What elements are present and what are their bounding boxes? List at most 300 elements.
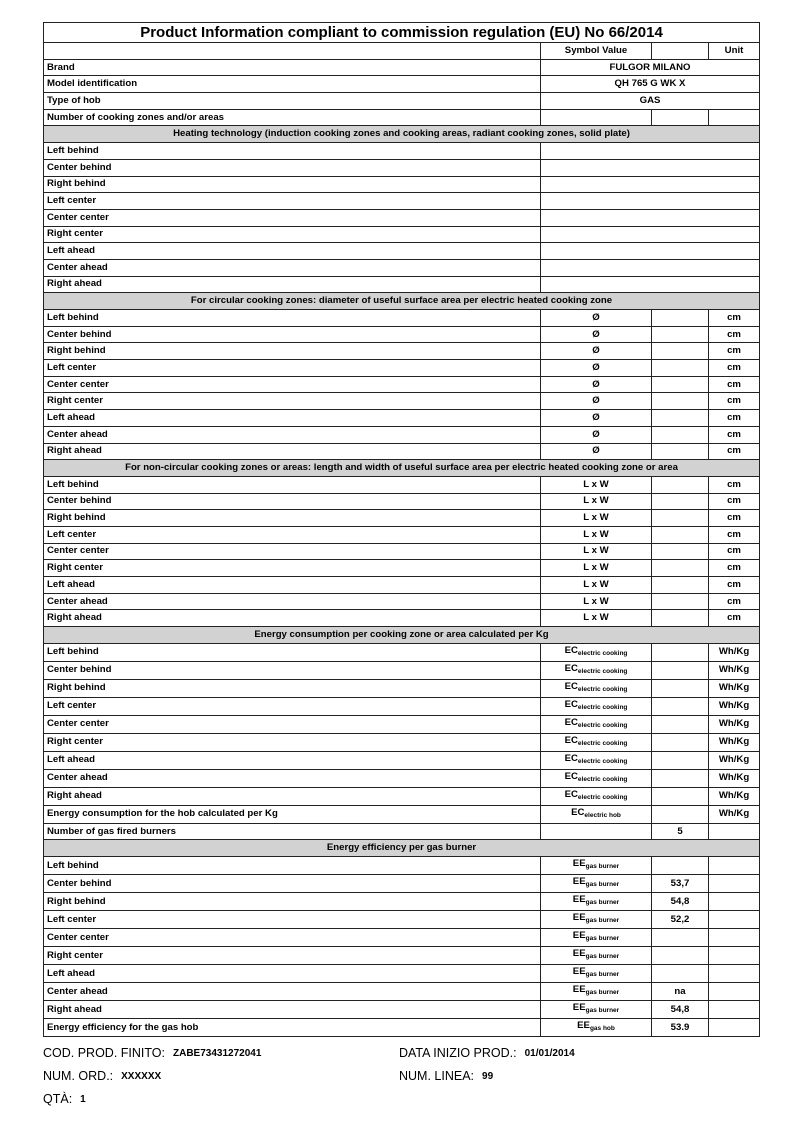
row-label: Right ahead <box>44 443 541 460</box>
row-label: Left center <box>44 360 541 377</box>
symbol-cell <box>541 1019 652 1037</box>
row-label: Left center <box>44 193 541 210</box>
energy-row <box>44 679 760 697</box>
value-cell <box>652 109 709 126</box>
value-cell: 52,2 <box>652 911 709 929</box>
symbol-cell: Ø <box>541 326 652 343</box>
num-linea-value: 99 <box>482 1071 494 1082</box>
noncircular-row <box>44 493 760 510</box>
row-value <box>541 259 760 276</box>
efficiency-row <box>44 929 760 947</box>
symbol-cell <box>541 679 652 697</box>
energy-row <box>44 643 760 661</box>
energy-row <box>44 805 760 823</box>
heating-row <box>44 193 760 210</box>
noncircular-row <box>44 593 760 610</box>
value-cell <box>652 643 709 661</box>
value-cell <box>652 543 709 560</box>
symbol-subscript: electric cooking <box>577 793 628 801</box>
heating-row <box>44 243 760 260</box>
value-header-cell <box>652 43 709 60</box>
section-title: For non-circular cooking zones or areas: length and width of useful surface area per electric heated cooking zone or area <box>44 460 760 477</box>
qta-label: QTÀ: <box>43 1092 73 1106</box>
value-cell <box>652 805 709 823</box>
symbol-text: EC <box>564 644 578 656</box>
cod-prod-label: COD. PROD. FINITO: <box>43 1046 165 1060</box>
unit-cell <box>709 929 760 947</box>
row-label: Center center <box>44 715 541 733</box>
heating-row <box>44 226 760 243</box>
unit-cell: cm <box>709 393 760 410</box>
symbol-text: EC <box>564 788 578 800</box>
row-label: Center ahead <box>44 259 541 276</box>
efficiency-row <box>44 1001 760 1019</box>
row-value <box>541 193 760 210</box>
row-label: Center ahead <box>44 426 541 443</box>
row-label: Left center <box>44 697 541 715</box>
unit-cell <box>709 893 760 911</box>
row-label: Right behind <box>44 343 541 360</box>
num-linea-label: NUM. LINEA: <box>399 1069 475 1083</box>
value-cell <box>652 661 709 679</box>
value-cell <box>652 929 709 947</box>
symbol-text: EE <box>572 984 586 996</box>
symbol-text: EC <box>564 716 578 728</box>
unit-cell: Wh/Kg <box>709 643 760 661</box>
info-row <box>44 59 760 76</box>
circular-row <box>44 410 760 427</box>
unit-cell <box>709 823 760 840</box>
symbol-subscript: electric cooking <box>577 703 628 711</box>
row-label: Left center <box>44 911 541 929</box>
symbol-cell <box>541 965 652 983</box>
row-label: Right center <box>44 947 541 965</box>
noncircular-row <box>44 543 760 560</box>
symbol-text: EE <box>572 948 586 960</box>
value-cell <box>652 343 709 360</box>
production-footer <box>43 1040 759 1120</box>
value-cell <box>652 526 709 543</box>
section-header <box>44 627 760 644</box>
symbol-cell <box>541 769 652 787</box>
value-cell <box>652 326 709 343</box>
energy-row <box>44 715 760 733</box>
energy-row <box>44 733 760 751</box>
num-linea <box>399 1069 493 1083</box>
row-label: Center ahead <box>44 983 541 1001</box>
symbol-text: EE <box>572 1002 586 1014</box>
row-label: Right center <box>44 733 541 751</box>
symbol-text: EC <box>564 698 578 710</box>
row-label: Right behind <box>44 893 541 911</box>
symbol-cell: L x W <box>541 610 652 627</box>
row-label: Left behind <box>44 857 541 875</box>
value-cell: 54,8 <box>652 893 709 911</box>
circular-row <box>44 326 760 343</box>
row-label: Left ahead <box>44 751 541 769</box>
value-cell <box>652 426 709 443</box>
noncircular-row <box>44 510 760 527</box>
qta <box>43 1092 86 1106</box>
unit-cell: cm <box>709 360 760 377</box>
row-value <box>541 226 760 243</box>
symbol-text: EE <box>572 930 586 942</box>
symbol-subscript: electric cooking <box>577 775 628 783</box>
value-cell <box>652 410 709 427</box>
product-info-table <box>43 22 760 1037</box>
info-row <box>44 76 760 93</box>
cod-prod-value: ZABE73431272041 <box>173 1048 262 1059</box>
row-label: Left ahead <box>44 410 541 427</box>
unit-cell: Wh/Kg <box>709 769 760 787</box>
symbol-text: EC <box>571 806 585 818</box>
heating-row <box>44 176 760 193</box>
circular-row <box>44 393 760 410</box>
row-label: Right ahead <box>44 610 541 627</box>
energy-row <box>44 661 760 679</box>
energy-row <box>44 697 760 715</box>
row-label: Right behind <box>44 510 541 527</box>
row-label: Left center <box>44 526 541 543</box>
unit-cell <box>709 911 760 929</box>
symbol-cell: L x W <box>541 510 652 527</box>
symbol-text: EE <box>572 912 586 924</box>
row-label: Type of hob <box>44 93 541 110</box>
unit-cell: Wh/Kg <box>709 787 760 805</box>
noncircular-row <box>44 526 760 543</box>
noncircular-row <box>44 610 760 627</box>
circular-row <box>44 343 760 360</box>
unit-cell <box>709 1019 760 1037</box>
num-ord-value: XXXXXX <box>121 1071 162 1082</box>
symbol-cell <box>541 911 652 929</box>
noncircular-row <box>44 560 760 577</box>
unit-cell: cm <box>709 526 760 543</box>
value-cell <box>652 751 709 769</box>
row-label: Brand <box>44 59 541 76</box>
row-value <box>541 159 760 176</box>
symbol-subscript: electric cooking <box>577 667 628 675</box>
row-label: Model identification <box>44 76 541 93</box>
symbol-text: EC <box>564 680 578 692</box>
gas-burners-row <box>44 823 760 840</box>
heating-row <box>44 259 760 276</box>
efficiency-row <box>44 983 760 1001</box>
row-label: Center center <box>44 376 541 393</box>
value-cell: 5 <box>652 823 709 840</box>
qta-value: 1 <box>80 1094 86 1105</box>
row-label: Center ahead <box>44 593 541 610</box>
row-label: Left ahead <box>44 243 541 260</box>
value-cell <box>652 393 709 410</box>
row-label: Right center <box>44 393 541 410</box>
unit-cell: cm <box>709 310 760 327</box>
symbol-text: EC <box>564 770 578 782</box>
row-label: Right ahead <box>44 787 541 805</box>
unit-cell: cm <box>709 493 760 510</box>
value-cell: 53.9 <box>652 1019 709 1037</box>
symbol-text: EE <box>572 858 586 870</box>
unit-cell: cm <box>709 410 760 427</box>
value-cell <box>652 787 709 805</box>
cooking-zones-row <box>44 109 760 126</box>
noncircular-row <box>44 476 760 493</box>
value-cell <box>652 577 709 594</box>
symbol-cell <box>541 893 652 911</box>
symbol-subscript: gas burner <box>585 917 620 925</box>
efficiency-row <box>44 875 760 893</box>
symbol-subscript: gas burner <box>585 1007 620 1015</box>
unit-cell: Wh/Kg <box>709 733 760 751</box>
section-title: For circular cooking zones: diameter of useful surface area per electric heated cooking zone <box>44 293 760 310</box>
unit-cell: cm <box>709 610 760 627</box>
row-value <box>541 176 760 193</box>
value-cell <box>652 560 709 577</box>
energy-row <box>44 751 760 769</box>
symbol-subscript: electric cooking <box>577 685 628 693</box>
row-label: Center center <box>44 209 541 226</box>
unit-cell: cm <box>709 426 760 443</box>
row-value: FULGOR MILANO <box>541 59 760 76</box>
row-label: Right behind <box>44 679 541 697</box>
heating-row <box>44 159 760 176</box>
row-label: Left behind <box>44 643 541 661</box>
value-cell <box>652 376 709 393</box>
unit-cell: Wh/Kg <box>709 715 760 733</box>
symbol-cell: Ø <box>541 393 652 410</box>
symbol-cell: L x W <box>541 593 652 610</box>
section-header <box>44 293 760 310</box>
row-label: Center behind <box>44 159 541 176</box>
symbol-subscript: gas burner <box>585 953 620 961</box>
value-cell <box>652 715 709 733</box>
row-label: Energy consumption for the hob calculated per Kg <box>44 805 541 823</box>
value-cell <box>652 360 709 377</box>
value-cell <box>652 679 709 697</box>
symbol-cell: Ø <box>541 343 652 360</box>
row-label: Center behind <box>44 326 541 343</box>
row-label: Center center <box>44 929 541 947</box>
value-cell <box>652 857 709 875</box>
unit-cell: cm <box>709 343 760 360</box>
symbol-cell: L x W <box>541 493 652 510</box>
symbol-cell: Ø <box>541 360 652 377</box>
row-value <box>541 276 760 293</box>
efficiency-row <box>44 911 760 929</box>
row-value <box>541 143 760 160</box>
unit-cell: cm <box>709 476 760 493</box>
symbol-cell <box>541 661 652 679</box>
circular-row <box>44 426 760 443</box>
symbol-subscript: gas burner <box>585 971 620 979</box>
section-header <box>44 840 760 857</box>
unit-cell: cm <box>709 443 760 460</box>
value-cell <box>652 769 709 787</box>
symbol-cell <box>541 1001 652 1019</box>
symbol-text: EC <box>564 752 578 764</box>
symbol-subscript: electric hob <box>584 811 621 819</box>
energy-row <box>44 787 760 805</box>
unit-cell <box>709 947 760 965</box>
symbol-cell <box>541 715 652 733</box>
row-label: Right ahead <box>44 1001 541 1019</box>
product-information-sheet <box>43 22 759 1037</box>
symbol-cell: L x W <box>541 560 652 577</box>
symbol-text: EC <box>564 662 578 674</box>
value-cell <box>652 733 709 751</box>
value-cell <box>652 610 709 627</box>
value-cell <box>652 947 709 965</box>
row-label: Center behind <box>44 661 541 679</box>
symbol-cell <box>541 643 652 661</box>
row-label: Center ahead <box>44 769 541 787</box>
unit-cell <box>709 965 760 983</box>
unit-cell <box>709 1001 760 1019</box>
symbol-text: EC <box>564 734 578 746</box>
row-value <box>541 243 760 260</box>
value-cell: na <box>652 983 709 1001</box>
unit-cell <box>709 875 760 893</box>
row-label: Left behind <box>44 476 541 493</box>
symbol-subscript: gas burner <box>585 989 620 997</box>
unit-cell: cm <box>709 543 760 560</box>
heating-row <box>44 143 760 160</box>
unit-cell: Wh/Kg <box>709 679 760 697</box>
symbol-value-header: Symbol Value <box>541 43 652 60</box>
row-label: Right center <box>44 226 541 243</box>
symbol-subscript: gas burner <box>585 863 620 871</box>
symbol-subscript: gas burner <box>585 881 620 889</box>
value-cell: 53,7 <box>652 875 709 893</box>
symbol-cell <box>541 929 652 947</box>
num-ord <box>43 1069 161 1083</box>
symbol-cell <box>541 947 652 965</box>
symbol-cell <box>541 733 652 751</box>
unit-cell: cm <box>709 593 760 610</box>
symbol-cell <box>541 751 652 769</box>
data-inizio-value: 01/01/2014 <box>524 1048 575 1059</box>
value-cell <box>652 697 709 715</box>
row-label: Center behind <box>44 493 541 510</box>
value-cell <box>652 476 709 493</box>
info-row <box>44 93 760 110</box>
efficiency-row <box>44 857 760 875</box>
row-value <box>541 209 760 226</box>
circular-row <box>44 310 760 327</box>
row-label: Left ahead <box>44 577 541 594</box>
heating-row <box>44 276 760 293</box>
symbol-cell: L x W <box>541 526 652 543</box>
unit-cell: Wh/Kg <box>709 751 760 769</box>
symbol-cell: Ø <box>541 426 652 443</box>
symbol-text: EE <box>572 876 586 888</box>
row-label: Number of cooking zones and/or areas <box>44 109 541 126</box>
unit-cell: cm <box>709 577 760 594</box>
value-cell: 54,8 <box>652 1001 709 1019</box>
circular-row <box>44 376 760 393</box>
row-label: Number of gas fired burners <box>44 823 541 840</box>
symbol-cell <box>541 787 652 805</box>
symbol-text: EE <box>577 1020 590 1032</box>
data-inizio-label: DATA INIZIO PROD.: <box>399 1046 517 1060</box>
section-title: Energy efficiency per gas burner <box>44 840 760 857</box>
symbol-cell <box>541 823 652 840</box>
symbol-subscript: gas hob <box>589 1025 615 1033</box>
row-label: Right ahead <box>44 276 541 293</box>
unit-cell: Wh/Kg <box>709 661 760 679</box>
heating-row <box>44 209 760 226</box>
value-cell <box>652 310 709 327</box>
circular-row <box>44 360 760 377</box>
symbol-cell <box>541 805 652 823</box>
symbol-cell <box>541 983 652 1001</box>
efficiency-row <box>44 965 760 983</box>
symbol-cell: Ø <box>541 443 652 460</box>
symbol-cell <box>541 697 652 715</box>
symbol-cell <box>541 875 652 893</box>
symbol-text: EE <box>572 894 586 906</box>
symbol-subscript: electric cooking <box>577 721 628 729</box>
unit-cell: cm <box>709 326 760 343</box>
energy-row <box>44 769 760 787</box>
symbol-cell: Ø <box>541 310 652 327</box>
row-label: Right behind <box>44 176 541 193</box>
unit-cell <box>709 857 760 875</box>
unit-cell: Wh/Kg <box>709 697 760 715</box>
symbol-text: EE <box>572 966 586 978</box>
value-cell <box>652 493 709 510</box>
value-cell <box>652 593 709 610</box>
header-blank-cell <box>44 43 541 60</box>
num-ord-label: NUM. ORD.: <box>43 1069 114 1083</box>
data-inizio-prod <box>399 1046 575 1060</box>
symbol-subscript: gas burner <box>585 935 620 943</box>
row-value: QH 765 G WK X <box>541 76 760 93</box>
unit-header: Unit <box>709 43 760 60</box>
symbol-cell: L x W <box>541 476 652 493</box>
row-label: Left behind <box>44 310 541 327</box>
value-cell <box>652 443 709 460</box>
value-cell <box>652 510 709 527</box>
symbol-cell: Ø <box>541 410 652 427</box>
symbol-subscript: gas burner <box>585 899 620 907</box>
efficiency-row <box>44 893 760 911</box>
symbol-cell: L x W <box>541 543 652 560</box>
product-info-table-body <box>44 23 760 1037</box>
symbol-subscript: electric cooking <box>577 649 628 657</box>
row-label: Left ahead <box>44 965 541 983</box>
noncircular-row <box>44 577 760 594</box>
section-title: Heating technology (induction cooking zones and cooking areas, radiant cooking zones, solid plate) <box>44 126 760 143</box>
row-label: Energy efficiency for the gas hob <box>44 1019 541 1037</box>
unit-cell <box>709 983 760 1001</box>
efficiency-row <box>44 947 760 965</box>
section-header <box>44 126 760 143</box>
section-header <box>44 460 760 477</box>
symbol-subscript: electric cooking <box>577 757 628 765</box>
unit-cell <box>709 109 760 126</box>
page-title: Product Information compliant to commission regulation (EU) No 66/2014 <box>44 23 760 43</box>
value-cell <box>652 965 709 983</box>
cod-prod-finito <box>43 1046 261 1060</box>
row-label: Right center <box>44 560 541 577</box>
symbol-cell <box>541 109 652 126</box>
efficiency-row <box>44 1019 760 1037</box>
symbol-cell: L x W <box>541 577 652 594</box>
row-label: Left behind <box>44 143 541 160</box>
circular-row <box>44 443 760 460</box>
unit-cell: cm <box>709 560 760 577</box>
